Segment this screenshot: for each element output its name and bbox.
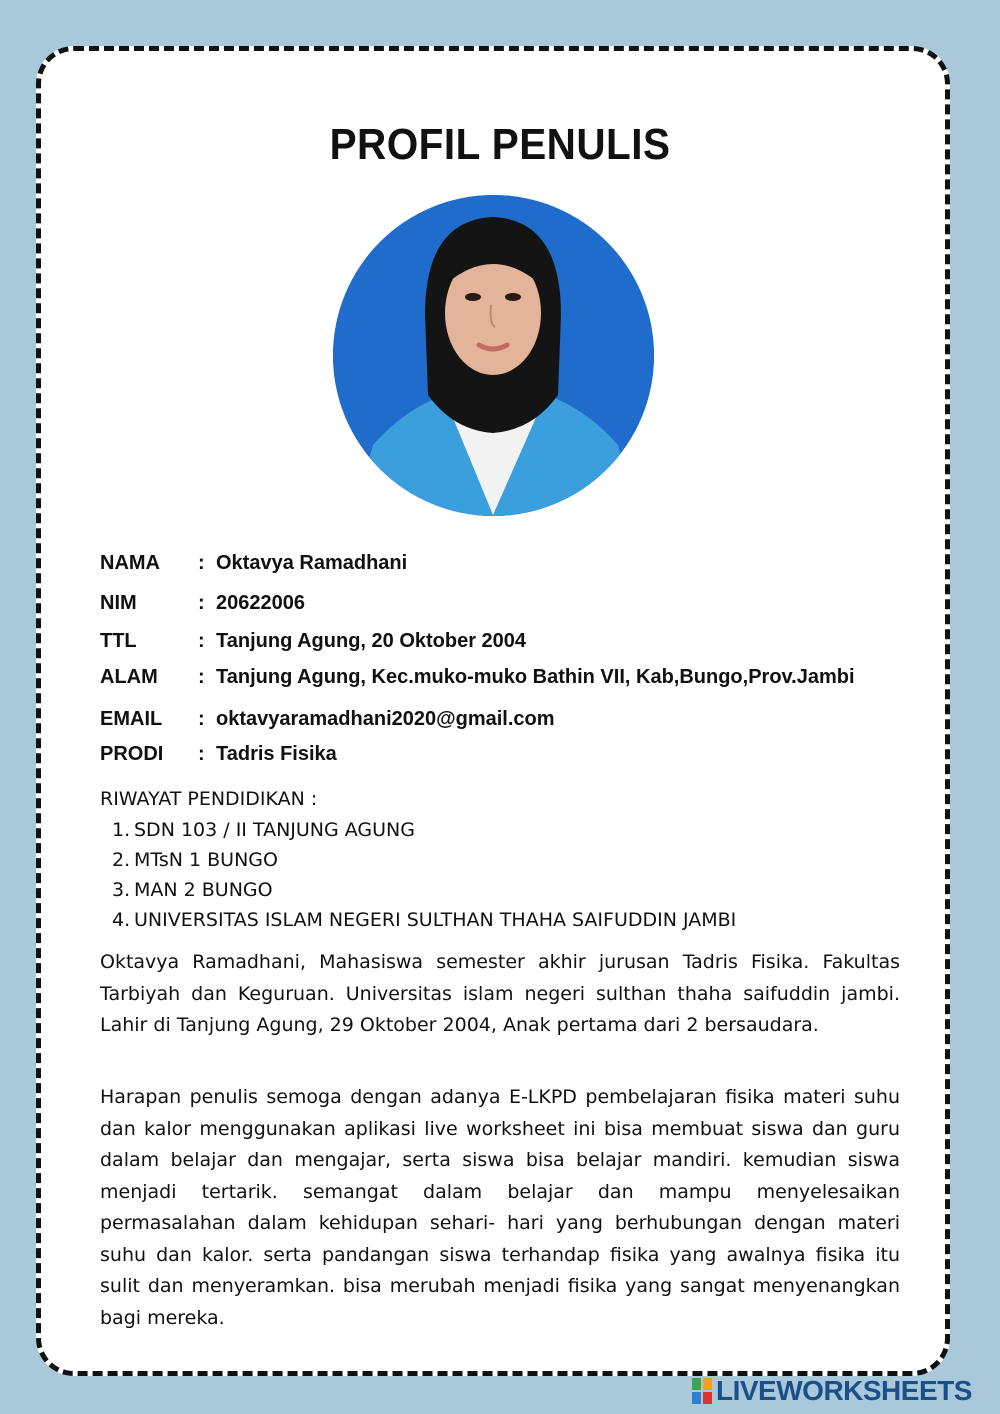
info-row-ttl [100, 630, 526, 653]
info-label: ALAM [100, 666, 158, 688]
list-text: UNIVERSITAS ISLAM NEGERI SULTHAN THAHA SAIFUDDIN JAMBI [134, 909, 737, 931]
brand-name: LIVEWORKSHEETS [716, 1375, 972, 1406]
info-label: PRODI [100, 743, 164, 765]
info-value-nim: 20622006 [216, 592, 305, 614]
info-label: TTL [100, 630, 137, 652]
list-text: SDN 103 / II TANJUNG AGUNG [134, 819, 415, 841]
info-label: NIM [100, 592, 137, 614]
info-separator: : [198, 552, 205, 574]
info-row-prodi [100, 743, 337, 766]
list-item [112, 876, 736, 906]
page-title: PROFIL PENULIS [329, 120, 671, 169]
info-row-nim [100, 592, 305, 615]
list-item [112, 906, 736, 936]
info-separator: : [198, 592, 205, 614]
list-text: MTsN 1 BUNGO [134, 849, 278, 871]
list-number: 4. [112, 909, 131, 931]
info-value-prodi: Tadris Fisika [216, 743, 337, 765]
info-row-alam [100, 666, 855, 689]
info-separator: : [198, 708, 205, 730]
liveworksheets-logo-icon [692, 1378, 712, 1404]
info-label: EMAIL [100, 708, 163, 730]
info-row-nama [100, 552, 407, 575]
list-number: 3. [112, 879, 131, 901]
list-item [112, 846, 736, 876]
info-separator: : [198, 743, 205, 765]
list-text: MAN 2 BUNGO [134, 879, 273, 901]
info-label: NAMA [100, 552, 160, 574]
info-value-ttl: Tanjung Agung, 20 Oktober 2004 [216, 630, 527, 652]
education-list [112, 816, 736, 936]
hope-paragraph: Harapan penulis semoga dengan adanya E-LKPD pembelajaran fisika materi suhu dan kalor menggunakan aplikasi live worksheet ini bisa membuat siswa dan guru dalam belajar dan mengajar, serta siswa bisa belajar mandiri. kemudian siswa menjadi tertarik. semangat dalam belajar dan mampu menyelesaikan permasalahan dalam kehidupan sehari- hari yang berhubungan dengan materi suhu dan kalor. serta pandangan siswa terhandap fisika yang awalnya fisika itu sulit dan menyeramkan. bisa merubah menjadi fisika yang sangat menyenangkan bagi mereka. [100, 1086, 900, 1329]
info-value-nama: Oktavya Ramadhani [216, 552, 408, 574]
education-heading: RIWAYAT PENDIDIKAN : [100, 788, 318, 810]
list-number: 2. [112, 849, 131, 871]
author-photo [333, 195, 654, 516]
info-value-alam: Tanjung Agung, Kec.muko-muko Bathin VII, Kab,Bungo,Prov.Jambi [216, 666, 855, 688]
author-portrait-illustration [333, 195, 654, 516]
info-row-email [100, 708, 555, 731]
info-separator: : [198, 630, 205, 652]
bio-paragraph: Oktavya Ramadhani, Mahasiswa semester akhir jurusan Tadris Fisika. Fakultas Tarbiyah dan Keguruan. Universitas islam negeri sulthan thaha saifuddin jambi. Lahir di Tanjung Agung, 29 Oktober 2004, Anak pertama dari 2 bersaudara. [100, 951, 900, 1036]
liveworksheets-brand[interactable] [692, 1374, 972, 1408]
list-number: 1. [112, 819, 131, 841]
info-value-email: oktavyaramadhani2020@gmail.com [216, 708, 555, 730]
info-separator: : [198, 666, 205, 688]
list-item [112, 816, 736, 846]
